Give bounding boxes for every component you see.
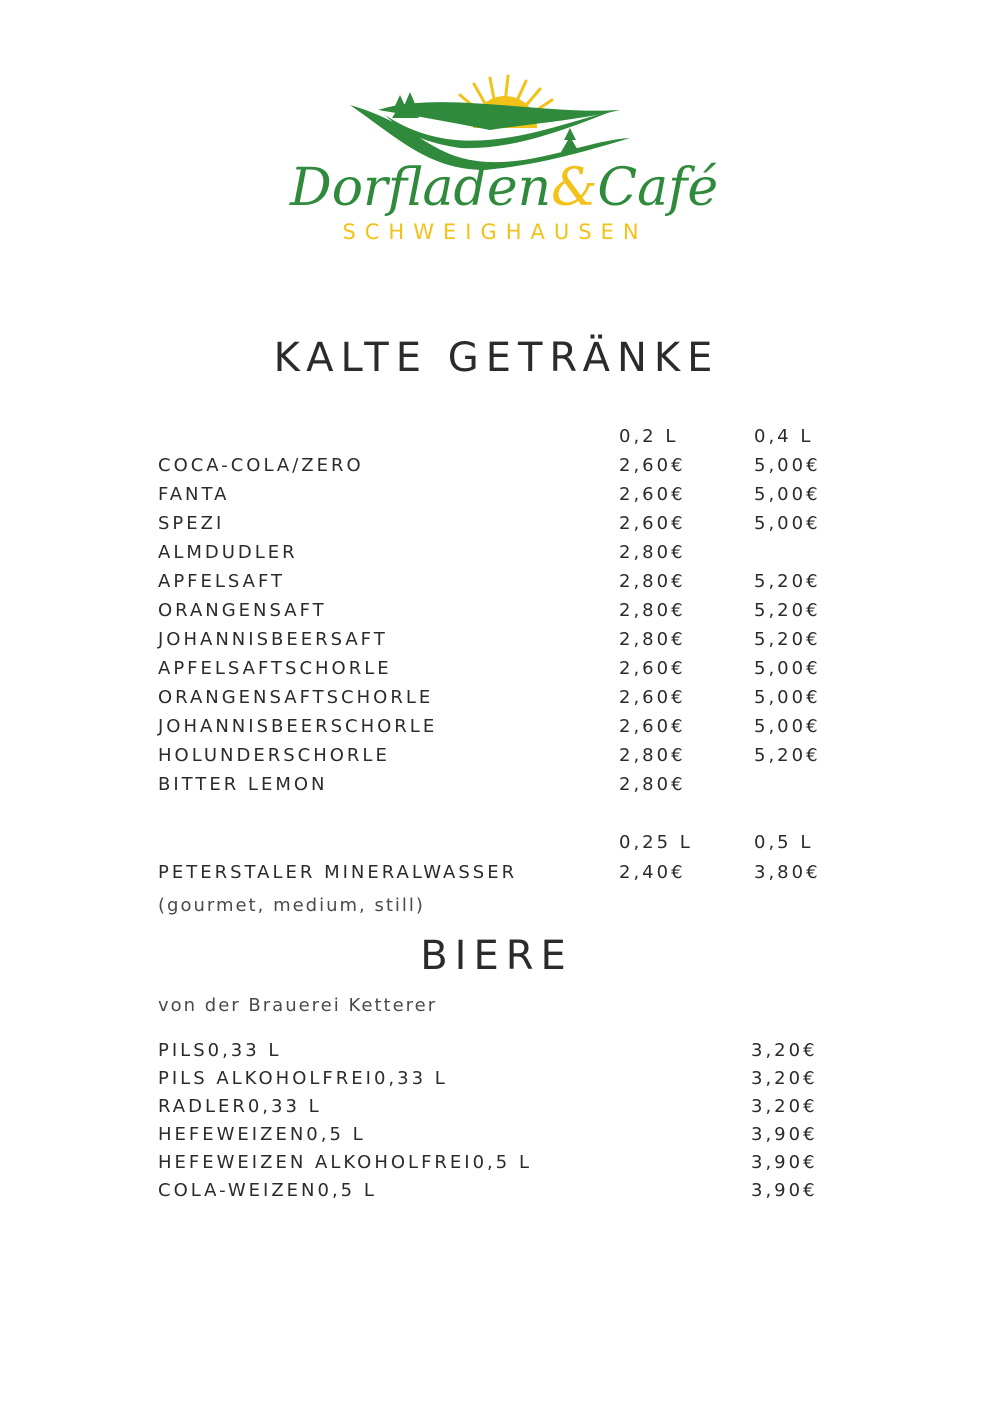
drink-price-large: 5,00€	[754, 716, 821, 737]
beer-row	[158, 1040, 858, 1069]
brand-ampersand: &	[551, 158, 598, 218]
water-row	[158, 862, 858, 891]
drink-price-small: 2,60€	[619, 455, 686, 476]
brand-name-part2: Café	[597, 158, 719, 218]
drink-price-small: 2,60€	[619, 716, 686, 737]
drink-price-small: 2,60€	[619, 658, 686, 679]
drink-price-large: 5,00€	[754, 484, 821, 505]
drink-row	[158, 745, 858, 774]
beer-price: 3,90€	[751, 1152, 818, 1173]
size-header-large: 0,4 L	[754, 426, 814, 447]
drink-name: JOHANNISBEERSCHORLE	[158, 716, 438, 737]
drink-name: APFELSAFTSCHORLE	[158, 658, 392, 679]
drink-name: ALMDUDLER	[158, 542, 298, 563]
drink-price-large: 5,20€	[754, 629, 821, 650]
drink-price-small: 2,60€	[619, 687, 686, 708]
drink-price-small: 2,80€	[619, 571, 686, 592]
water-price-large: 3,80€	[754, 862, 821, 883]
beer-row	[158, 1068, 858, 1097]
drink-name: COCA-COLA/ZERO	[158, 455, 364, 476]
brand-name	[290, 158, 719, 218]
beer-row	[158, 1152, 858, 1181]
beer-price: 3,20€	[751, 1096, 818, 1117]
beer-name: PILS0,33 L	[158, 1040, 282, 1061]
beer-price: 3,20€	[751, 1040, 818, 1061]
drink-price-small: 2,80€	[619, 745, 686, 766]
drink-price-small: 2,80€	[619, 629, 686, 650]
water-size-header-small: 0,25 L	[619, 832, 693, 853]
drink-price-small: 2,60€	[619, 513, 686, 534]
drink-name: ORANGENSAFT	[158, 600, 327, 621]
beer-row	[158, 1180, 858, 1209]
section-title-beers: BIERE	[420, 933, 573, 979]
water-size-header-row	[158, 832, 858, 861]
water-size-header-large: 0,5 L	[754, 832, 814, 853]
drink-name: BITTER LEMON	[158, 774, 328, 795]
drink-name: HOLUNDERSCHORLE	[158, 745, 390, 766]
drink-row	[158, 513, 858, 542]
beer-price: 3,90€	[751, 1124, 818, 1145]
drink-row	[158, 658, 858, 687]
water-name: PETERSTALER MINERALWASSER	[158, 862, 518, 883]
drink-row	[158, 484, 858, 513]
drink-row	[158, 571, 858, 600]
water-note: (gourmet, medium, still)	[158, 895, 425, 916]
logo	[290, 70, 719, 255]
drink-row	[158, 455, 858, 484]
brand-subtitle: SCHWEIGHAUSEN	[342, 220, 648, 244]
drink-name: FANTA	[158, 484, 230, 505]
beer-row	[158, 1124, 858, 1153]
beer-name: COLA-WEIZEN0,5 L	[158, 1180, 377, 1201]
beer-row	[158, 1096, 858, 1125]
beer-name: HEFEWEIZEN0,5 L	[158, 1124, 366, 1145]
drink-price-small: 2,80€	[619, 600, 686, 621]
drink-price-large: 5,20€	[754, 745, 821, 766]
beer-name: HEFEWEIZEN ALKOHOLFREI0,5 L	[158, 1152, 532, 1173]
section-title-cold-drinks: KALTE GETRÄNKE	[273, 335, 720, 381]
drink-row	[158, 542, 858, 571]
drink-row	[158, 600, 858, 629]
drink-price-small: 2,80€	[619, 542, 686, 563]
drink-price-large: 5,00€	[754, 513, 821, 534]
drink-name: APFELSAFT	[158, 571, 286, 592]
drink-row	[158, 687, 858, 716]
drink-price-large: 5,20€	[754, 600, 821, 621]
beers-subtitle: von der Brauerei Ketterer	[158, 995, 438, 1016]
beer-price: 3,90€	[751, 1180, 818, 1201]
size-header-row	[158, 426, 858, 455]
drink-row	[158, 629, 858, 658]
brand-name-part1: Dorfladen	[290, 158, 552, 218]
drink-price-small: 2,80€	[619, 774, 686, 795]
beer-name: PILS ALKOHOLFREI0,33 L	[158, 1068, 448, 1089]
size-header-small: 0,2 L	[619, 426, 679, 447]
drink-row	[158, 716, 858, 745]
drink-price-large: 5,00€	[754, 658, 821, 679]
drink-price-large: 5,00€	[754, 687, 821, 708]
beer-name: RADLER0,33 L	[158, 1096, 322, 1117]
drink-name: ORANGENSAFTSCHORLE	[158, 687, 434, 708]
drink-name: JOHANNISBEERSAFT	[158, 629, 388, 650]
drink-row	[158, 774, 858, 803]
water-price-small: 2,40€	[619, 862, 686, 883]
beer-price: 3,20€	[751, 1068, 818, 1089]
drink-name: SPEZI	[158, 513, 225, 534]
drink-price-small: 2,60€	[619, 484, 686, 505]
drink-price-large: 5,20€	[754, 571, 821, 592]
drink-price-large: 5,00€	[754, 455, 821, 476]
